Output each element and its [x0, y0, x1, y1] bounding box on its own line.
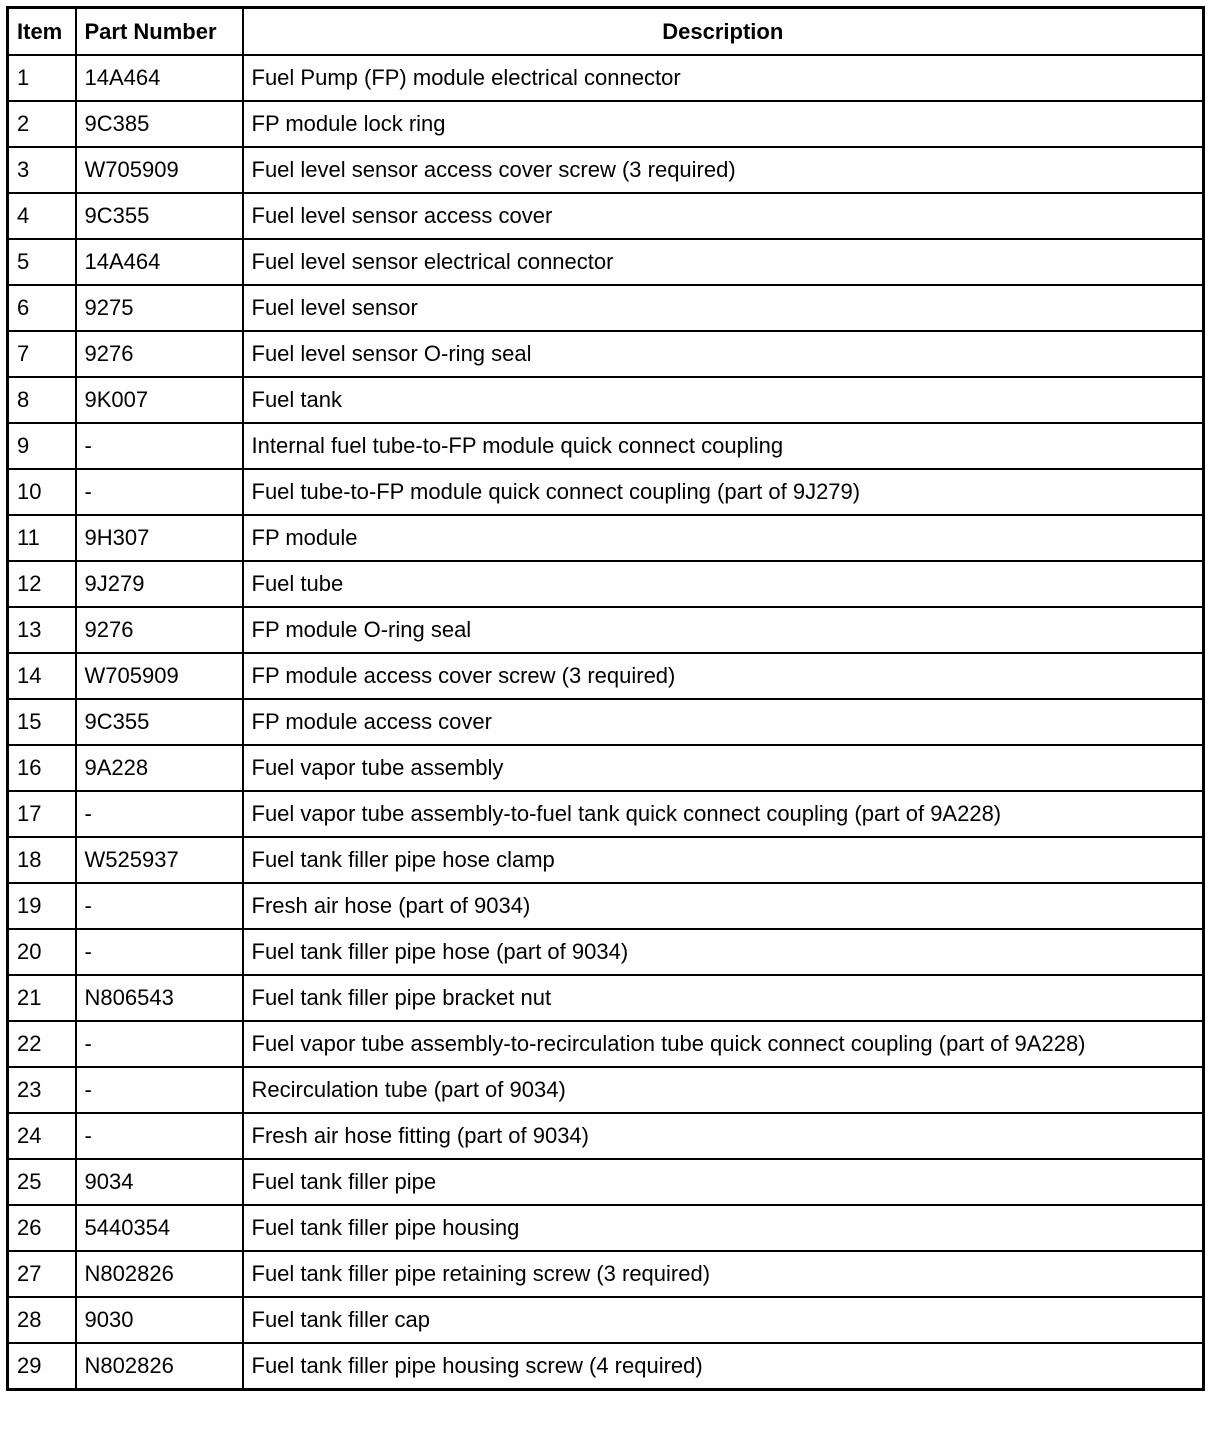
cell-description: Fuel level sensor O-ring seal	[243, 331, 1204, 377]
cell-description: Fresh air hose fitting (part of 9034)	[243, 1113, 1204, 1159]
column-header-description: Description	[243, 8, 1204, 56]
table-row	[8, 331, 1204, 377]
cell-item: 6	[8, 285, 76, 331]
cell-part-number: 9034	[76, 1159, 243, 1205]
cell-part-number: 9276	[76, 331, 243, 377]
cell-part-number: 5440354	[76, 1205, 243, 1251]
cell-part-number: -	[76, 1021, 243, 1067]
table-row	[8, 607, 1204, 653]
cell-description: Fuel level sensor	[243, 285, 1204, 331]
table-row	[8, 1021, 1204, 1067]
cell-description: FP module access cover screw (3 required)	[243, 653, 1204, 699]
table-row	[8, 1251, 1204, 1297]
cell-description: Fuel tank filler pipe bracket nut	[243, 975, 1204, 1021]
table-row	[8, 1067, 1204, 1113]
cell-description: Fuel tank	[243, 377, 1204, 423]
cell-description: Recirculation tube (part of 9034)	[243, 1067, 1204, 1113]
cell-part-number: -	[76, 791, 243, 837]
table-row	[8, 929, 1204, 975]
cell-part-number: N806543	[76, 975, 243, 1021]
cell-item: 3	[8, 147, 76, 193]
cell-part-number: 9J279	[76, 561, 243, 607]
cell-part-number: 9C355	[76, 699, 243, 745]
cell-part-number: 14A464	[76, 239, 243, 285]
cell-item: 25	[8, 1159, 76, 1205]
column-header-part-number: Part Number	[76, 8, 243, 56]
cell-description: Fuel tank filler pipe housing screw (4 required)	[243, 1343, 1204, 1390]
cell-description: Fuel level sensor access cover screw (3 required)	[243, 147, 1204, 193]
cell-description: Fuel tank filler pipe	[243, 1159, 1204, 1205]
cell-item: 26	[8, 1205, 76, 1251]
cell-part-number: W705909	[76, 147, 243, 193]
table-row	[8, 1297, 1204, 1343]
table-row	[8, 469, 1204, 515]
cell-item: 13	[8, 607, 76, 653]
table-row	[8, 1159, 1204, 1205]
table-row	[8, 147, 1204, 193]
table-row	[8, 1343, 1204, 1390]
table-row	[8, 1205, 1204, 1251]
cell-part-number: 14A464	[76, 55, 243, 101]
cell-item: 10	[8, 469, 76, 515]
cell-item: 9	[8, 423, 76, 469]
cell-item: 18	[8, 837, 76, 883]
cell-part-number: -	[76, 1067, 243, 1113]
cell-part-number: W705909	[76, 653, 243, 699]
cell-item: 4	[8, 193, 76, 239]
cell-description: Fuel tank filler cap	[243, 1297, 1204, 1343]
cell-item: 21	[8, 975, 76, 1021]
cell-part-number: N802826	[76, 1343, 243, 1390]
cell-part-number: N802826	[76, 1251, 243, 1297]
cell-item: 16	[8, 745, 76, 791]
cell-part-number: -	[76, 423, 243, 469]
cell-item: 22	[8, 1021, 76, 1067]
cell-item: 29	[8, 1343, 76, 1390]
table-row	[8, 377, 1204, 423]
cell-item: 1	[8, 55, 76, 101]
cell-description: Fuel vapor tube assembly-to-recirculation tube quick connect coupling (part of 9A228)	[243, 1021, 1204, 1067]
cell-part-number: 9A228	[76, 745, 243, 791]
cell-item: 8	[8, 377, 76, 423]
table-row	[8, 239, 1204, 285]
table-row	[8, 193, 1204, 239]
cell-description: FP module O-ring seal	[243, 607, 1204, 653]
cell-item: 2	[8, 101, 76, 147]
cell-item: 27	[8, 1251, 76, 1297]
table-row	[8, 699, 1204, 745]
cell-description: Fuel tank filler pipe retaining screw (3 required)	[243, 1251, 1204, 1297]
table-row	[8, 883, 1204, 929]
cell-part-number: 9030	[76, 1297, 243, 1343]
cell-description: Fresh air hose (part of 9034)	[243, 883, 1204, 929]
cell-item: 24	[8, 1113, 76, 1159]
cell-item: 19	[8, 883, 76, 929]
cell-part-number: 9C385	[76, 101, 243, 147]
cell-item: 11	[8, 515, 76, 561]
cell-description: Internal fuel tube-to-FP module quick connect coupling	[243, 423, 1204, 469]
table-row	[8, 975, 1204, 1021]
cell-item: 28	[8, 1297, 76, 1343]
table-row	[8, 561, 1204, 607]
table-row	[8, 745, 1204, 791]
cell-item: 12	[8, 561, 76, 607]
table-row	[8, 55, 1204, 101]
cell-part-number: 9276	[76, 607, 243, 653]
cell-item: 23	[8, 1067, 76, 1113]
cell-item: 20	[8, 929, 76, 975]
cell-part-number: -	[76, 1113, 243, 1159]
parts-table-body	[8, 55, 1204, 1390]
table-row	[8, 1113, 1204, 1159]
parts-table	[6, 6, 1205, 1391]
cell-description: Fuel level sensor electrical connector	[243, 239, 1204, 285]
cell-description: Fuel tube	[243, 561, 1204, 607]
cell-item: 15	[8, 699, 76, 745]
column-header-item: Item	[8, 8, 76, 56]
table-row	[8, 653, 1204, 699]
cell-description: Fuel Pump (FP) module electrical connector	[243, 55, 1204, 101]
table-row	[8, 837, 1204, 883]
cell-part-number: 9H307	[76, 515, 243, 561]
cell-description: Fuel level sensor access cover	[243, 193, 1204, 239]
cell-item: 14	[8, 653, 76, 699]
table-row	[8, 285, 1204, 331]
cell-part-number: 9C355	[76, 193, 243, 239]
cell-part-number: -	[76, 929, 243, 975]
cell-part-number: 9275	[76, 285, 243, 331]
cell-item: 5	[8, 239, 76, 285]
cell-part-number: -	[76, 883, 243, 929]
cell-item: 17	[8, 791, 76, 837]
table-row	[8, 101, 1204, 147]
cell-part-number: W525937	[76, 837, 243, 883]
cell-description: Fuel vapor tube assembly	[243, 745, 1204, 791]
table-header-row	[8, 8, 1204, 56]
cell-part-number: -	[76, 469, 243, 515]
cell-part-number: 9K007	[76, 377, 243, 423]
cell-description: FP module	[243, 515, 1204, 561]
table-row	[8, 515, 1204, 561]
cell-description: Fuel tube-to-FP module quick connect coupling (part of 9J279)	[243, 469, 1204, 515]
table-row	[8, 791, 1204, 837]
cell-description: FP module lock ring	[243, 101, 1204, 147]
cell-description: Fuel vapor tube assembly-to-fuel tank quick connect coupling (part of 9A228)	[243, 791, 1204, 837]
cell-item: 7	[8, 331, 76, 377]
cell-description: Fuel tank filler pipe housing	[243, 1205, 1204, 1251]
table-row	[8, 423, 1204, 469]
cell-description: Fuel tank filler pipe hose (part of 9034)	[243, 929, 1204, 975]
cell-description: Fuel tank filler pipe hose clamp	[243, 837, 1204, 883]
cell-description: FP module access cover	[243, 699, 1204, 745]
